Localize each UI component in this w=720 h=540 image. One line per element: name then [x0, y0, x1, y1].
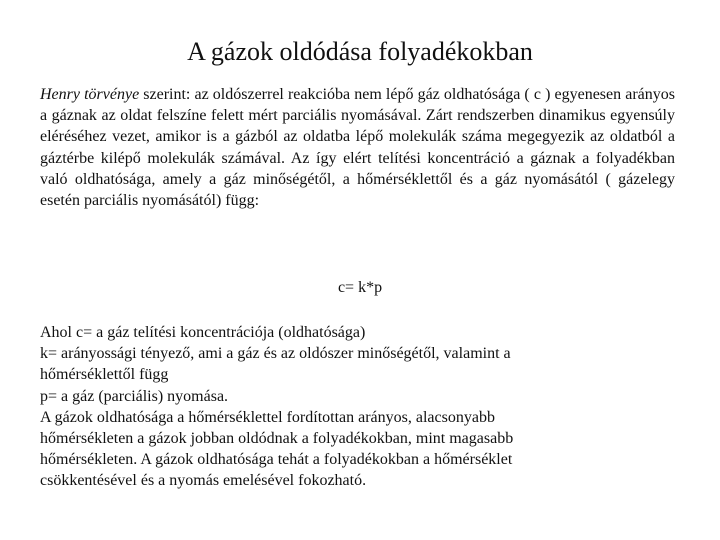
- henry-law-text: szerint: az oldószerrel reakcióba nem lépő gáz oldhatósága ( c ) egyenesen arányos a gáznak az oldat felszíne felett mért parciális nyomásával. Zárt rendszerben dinamikus egyensúly eléréséhez vezet, amikor is a gázból az oldatba lépő molekulák száma megegyezik az oldatból a gáztérbe kilépő molekulák számával. Az így elért telítési koncentráció a gáznak a folyadékban való oldhatósága, amely a gáz minőségétől, a hőmérséklettől és a gáz nyomásától ( gázelegy esetén parciális nyomásától) függ:: [40, 86, 676, 210]
- conclusion-line: hőmérsékleten a gázok jobban oldódnak a folyadékokban, mint magasabb: [40, 430, 514, 448]
- henry-law-paragraph: [40, 84, 675, 211]
- conclusion-line: hőmérsékleten. A gázok oldhatósága tehát a folyadékokban a hőmérséklet: [40, 451, 513, 469]
- definition-line: hőmérséklettől függ: [40, 366, 169, 384]
- conclusion-line: A gázok oldhatósága a hőmérséklettel fordítottan arányos, alacsonyabb: [40, 408, 495, 426]
- definition-line: Ahol c= a gáz telítési koncentrációja (oldhatósága): [40, 324, 366, 341]
- henry-law-formula: c= k*p: [337, 279, 383, 296]
- definitions-block: [40, 322, 680, 492]
- slide-title: A gázok oldódása folyadékokban: [187, 37, 533, 66]
- definition-line: k= arányossági tényező, ami a gáz és az oldószer minőségétől, valamint a: [40, 345, 511, 363]
- conclusion-line: csökkentésével és a nyomás emelésével fokozható.: [40, 472, 367, 490]
- definition-line: p= a gáz (parciális) nyomása.: [40, 387, 229, 405]
- henry-law-term: Henry törvénye: [40, 86, 140, 103]
